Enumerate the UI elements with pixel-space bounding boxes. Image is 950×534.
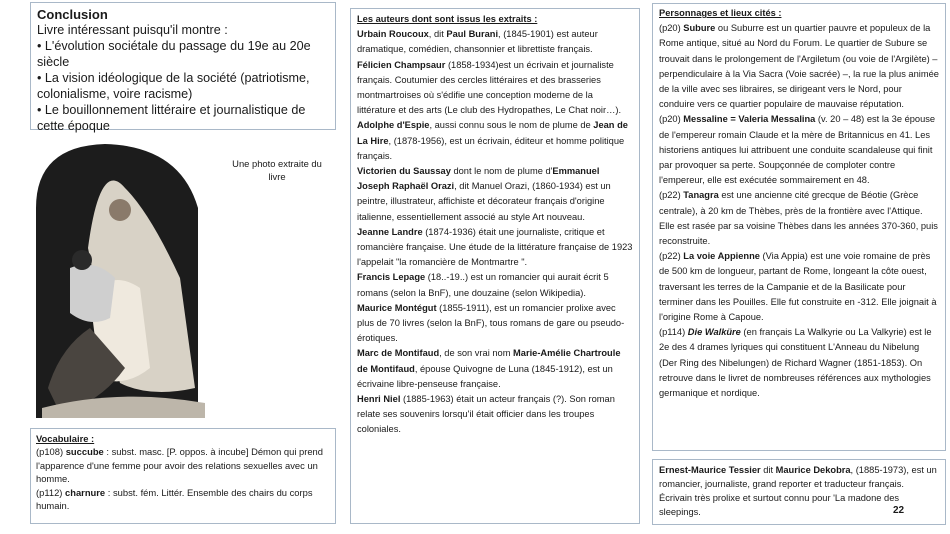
conclusion-bullet: • La vision idéologique de la société (patriotisme, colonialisme, voire racisme)	[37, 71, 310, 101]
authors-title: Les auteurs dont sont issus les extraits :	[357, 14, 538, 24]
vocabulary-entry: (p112) charnure : subst. fém. Littér. Ensemble des chairs du corps humain.	[36, 486, 313, 512]
author-entry: Urbain Roucoux, dit Paul Burani, (1845-1901) est auteur dramatique, comédien, chansonnier et librettiste français.	[357, 29, 598, 55]
dekobra-entry: Ernest-Maurice Tessier dit Maurice Dekobra, (1885-1973), est un romancier, journaliste, grand reporter et traducteur français. Écrivain très prolixe et surtout connu pour 'La madone des sleepings.	[659, 465, 937, 517]
photo-caption: Une photo extraite du livre	[232, 158, 322, 182]
characters-places-title: Personnages et lieux cités :	[659, 8, 782, 18]
vocabulary-box	[30, 428, 336, 524]
conclusion-title: Conclusion	[37, 7, 108, 22]
authors-box	[350, 8, 640, 524]
author-entry: Victorien du Saussay dont le nom de plume d'Emmanuel Joseph Raphaël Orazi, dit Manuel Orazi, (1860-1934) est un peintre, illustrateur, affichiste et décorateur français d'origine italienne, essentiellement associé au style Art nouveau.	[357, 166, 611, 222]
author-entry: Jeanne Landre (1874-1936) était une journaliste, critique et romancière française. Une étude de la littérature française de 1923 l'appelait "la romancière de Montmartre ".	[357, 226, 633, 268]
characters-places-box	[652, 3, 946, 451]
place-entry: (p22) La voie Appienne (Via Appia) est une voie romaine de près de 500 km de longueur, partant de Rome, longeant la côte ouest, traversant les terres de la Campanie et de la Basilicate pour terminer dans les Pouilles. Elle fut construite en -312. Elle joignait à l'origine Rome à Capoue.	[659, 251, 937, 323]
author-entry: Marc de Montifaud, de son vrai nom Marie-Amélie Chartroule de Montifaud, épouse Quivogne de Luna (1845-1912), est un écrivaine libre-penseuse française.	[357, 348, 621, 389]
vocabulary-entry: (p108) succube : subst. masc. [P. oppos. à incube] Démon qui prend l'apparence d'une femme pour avoir des relations sexuelles avec un homme.	[36, 446, 323, 485]
place-entry: (p114) Die Walküre (en français La Walkyrie ou La Valkyrie) est le 2e des 4 drames lyriques qui constituent L'Anneau du Nibelung (Der Ring des Nibelungen) de Richard Wagner (1851-1853). On retrouve dans le livret de nombreuses références aux mythologies germanique et nordique.	[659, 327, 932, 399]
conclusion-bullet: • Le bouillonnement littéraire et journalistique de cette époque	[37, 103, 306, 133]
conclusion-intro: Livre intéressant puisqu'il montre :	[37, 23, 228, 37]
author-entry: Maurice Montégut (1855-1911), est un romancier prolixe avec plus de 70 livres (selon la BnF), tous romans de gare ou pseudo-érotiques.	[357, 302, 625, 344]
place-entry: (p22) Tanagra est une ancienne cité grecque de Béotie (Grèce centrale), à 20 km de Thèbes, près de la frontière avec l'Attique. Elle est rasée par sa voisine Thèbes dans les années 370-360, puis reconstruite.	[659, 190, 938, 247]
place-entry: (p20) Subure ou Suburre est un quartier pauvre et populeux de la Rome antique, situé au Nord du Forum. Le quartier de Subure se trouvait dans le prolongement de l'Argiletum (ou voie de l'Argilète) – perpendiculaire à la Via Sacra (Voie sacrée) –, la rue la plus animée de la ville avec ses libraires, se dirigeant vers le Nord, pour conduire vers ce quartier populaire de mauvaise réputation.	[659, 23, 939, 110]
conclusion-box	[30, 2, 336, 133]
vocabulary-title: Vocabulaire :	[36, 433, 95, 444]
author-entry: Félicien Champsaur (1858-1934)est un écrivain et journaliste français. Coutumier des cercles littéraires et des brasseries montmartroises où s'édifie une conception moderne de la littérature et des arts (Le club des Hydropathes, Le Chat noir…).	[357, 59, 622, 116]
conclusion-bullet: • L'évolution sociétale du passage du 19e au 20e siècle	[37, 39, 311, 69]
author-entry: Adolphe d'Espie, aussi connu sous le nom de plume de Jean de La Hire, (1878-1956), est un écrivain, éditeur et homme politique français.	[357, 120, 628, 161]
book-photo	[30, 138, 230, 418]
page-number: 22	[893, 505, 905, 516]
author-entry: Francis Lepage (18..-19..) est un romancier qui aurait écrit 5 romans (selon la BnF), une douzaine (selon Wikipedia).	[357, 272, 609, 298]
author-entry: Henri Niel (1885-1963) était un acteur français (?). Son roman relate ses souvenirs lorsqu'il était officier dans les troupes coloniales.	[357, 394, 615, 435]
place-entry: (p20) Messaline = Valeria Messalina (v. 20 – 48) est la 3e épouse de l'empereur romain Claude et la mère de Britannicus en 41. Les historiens antiques lui attribuent une conduite scandaleuse qui finit par provoquer sa perte. Soupçonnée de comploter contre l'empereur, elle est exécutée sommairement en 48.	[659, 114, 936, 186]
